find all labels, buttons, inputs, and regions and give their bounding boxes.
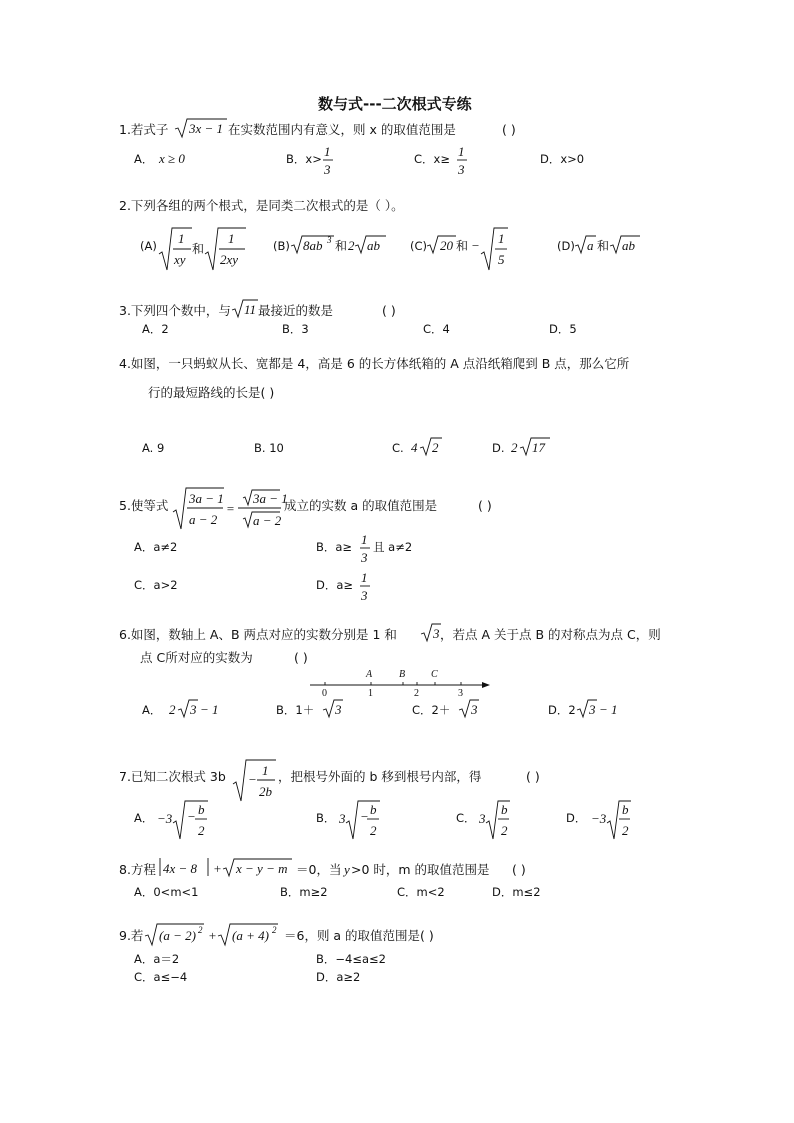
svg-text:x − y − m: x − y − m bbox=[236, 861, 288, 876]
q1-blank: ( ) bbox=[502, 122, 516, 137]
q5-option-a: A．a≠2 bbox=[134, 540, 178, 554]
q8-option-b: B．m≥2 bbox=[280, 885, 328, 899]
q3-blank: ( ) bbox=[382, 303, 396, 318]
tick-label-2: 2 bbox=[414, 688, 419, 699]
svg-text:xy: xy bbox=[174, 252, 186, 267]
svg-text:1: 1 bbox=[228, 231, 235, 246]
q6-option-c-sqrt bbox=[458, 698, 480, 720]
svg-text:和: 和 bbox=[335, 239, 348, 253]
q4-option-a: A. 9 bbox=[142, 441, 165, 455]
svg-text:和: 和 bbox=[192, 242, 205, 256]
svg-text:−3: −3 bbox=[591, 811, 607, 826]
svg-text:1: 1 bbox=[361, 532, 368, 547]
svg-text:11: 11 bbox=[244, 302, 257, 317]
q9-option-d: D．a≥2 bbox=[316, 970, 361, 984]
q5-option-c: C．a>2 bbox=[134, 578, 178, 592]
point-b-label: B bbox=[399, 669, 406, 680]
svg-text:3: 3 bbox=[361, 588, 368, 603]
q5-option-d: D．a≥ bbox=[316, 578, 354, 592]
svg-text:5: 5 bbox=[498, 252, 505, 267]
q1-option-b-frac bbox=[322, 144, 334, 178]
number-line-arrow bbox=[482, 682, 490, 688]
svg-text:b: b bbox=[501, 802, 508, 817]
q7-option-d-label: D． bbox=[566, 811, 587, 825]
q9-option-a: A．a＝2 bbox=[134, 952, 180, 966]
q4-line1: 4.如图，一只蚂蚁从长、宽都是 4，高是 6 的长方体纸箱的 A 点沿纸箱爬到 B 点，那么它所 bbox=[119, 356, 630, 371]
q1-option-a-label: A． bbox=[134, 152, 154, 166]
svg-text:3: 3 bbox=[327, 235, 332, 245]
q8-blank: ( ) bbox=[512, 862, 526, 877]
q1-prefix: 1.若式子 bbox=[119, 122, 169, 137]
svg-text:3x − 1: 3x − 1 bbox=[189, 121, 224, 136]
svg-text:3: 3 bbox=[339, 811, 346, 826]
q9-option-c: C．a≤−4 bbox=[134, 970, 188, 984]
q9-prefix: 9.若 bbox=[119, 928, 144, 943]
svg-text:(a + 4): (a + 4) bbox=[232, 928, 269, 943]
q7-option-b-label: B． bbox=[316, 811, 336, 825]
svg-text:2: 2 bbox=[198, 823, 205, 838]
svg-text:3: 3 bbox=[433, 626, 440, 641]
q7-blank: ( ) bbox=[526, 769, 540, 784]
svg-text:3: 3 bbox=[361, 550, 368, 565]
point-a-label: A bbox=[366, 669, 373, 680]
q2-option-a-expr bbox=[158, 226, 248, 272]
q3-option-c: C．4 bbox=[423, 322, 450, 336]
q9-option-b: B．−4≤a≤2 bbox=[316, 952, 386, 966]
q1-option-d: D．x>0 bbox=[540, 152, 585, 166]
svg-text:和: 和 bbox=[456, 239, 469, 253]
q6-option-d-expr bbox=[576, 698, 626, 720]
svg-text:−: − bbox=[360, 809, 369, 824]
q2-option-d-expr bbox=[574, 234, 642, 256]
q5-equation bbox=[172, 486, 288, 532]
svg-text:2b: 2b bbox=[259, 784, 272, 799]
svg-text:4: 4 bbox=[411, 440, 418, 455]
q1-suffix: 在实数范围内有意义，则 x 的取值范围是 bbox=[228, 122, 456, 137]
q6-option-a-label: A． bbox=[142, 703, 162, 717]
q3-prefix: 3.下列四个数中，与 bbox=[119, 303, 231, 318]
q8-option-a: A．0<m<1 bbox=[134, 885, 199, 899]
q8-prefix: 8.方程 bbox=[119, 862, 156, 877]
q8-suffix-b: >0 时，m 的取值范围是 bbox=[351, 862, 490, 877]
svg-text:b: b bbox=[622, 802, 629, 817]
q1-option-c-frac bbox=[456, 144, 468, 178]
q7-option-c-label: C． bbox=[456, 811, 476, 825]
q7-option-d-expr bbox=[590, 799, 634, 841]
q8-suffix-a: ＝0，当 bbox=[296, 862, 342, 877]
q3-option-b: B．3 bbox=[282, 322, 309, 336]
svg-text:2xy: 2xy bbox=[220, 252, 239, 267]
svg-text:3a − 1: 3a − 1 bbox=[189, 491, 224, 506]
svg-text:−3: −3 bbox=[157, 811, 173, 826]
svg-text:1: 1 bbox=[178, 231, 185, 246]
svg-text:2: 2 bbox=[370, 823, 377, 838]
svg-text:1: 1 bbox=[324, 144, 331, 159]
q2-option-a-label: (A) bbox=[140, 239, 157, 253]
q8-var-y: y bbox=[344, 862, 350, 877]
q6-line2: 点 C所对应的实数为 bbox=[140, 650, 253, 665]
svg-text:3: 3 bbox=[458, 162, 465, 177]
svg-text:− 1: − 1 bbox=[200, 702, 219, 717]
q5-blank: ( ) bbox=[478, 498, 492, 513]
svg-text:3: 3 bbox=[324, 162, 331, 177]
svg-text:和: 和 bbox=[597, 239, 610, 253]
svg-text:a − 2: a − 2 bbox=[189, 512, 218, 527]
tick-label-1: 1 bbox=[368, 688, 373, 699]
svg-text:3: 3 bbox=[589, 702, 596, 717]
q2-option-c-label: (C) bbox=[410, 239, 428, 253]
q6-option-a-expr bbox=[168, 698, 224, 720]
q1-sqrt bbox=[173, 117, 229, 139]
q8-option-c: C．m<2 bbox=[397, 885, 445, 899]
svg-text:1: 1 bbox=[458, 144, 465, 159]
q6-line1b: ，若点 A 关于点 B 的对称点为点 C，则 bbox=[440, 627, 661, 642]
svg-text:17: 17 bbox=[532, 440, 545, 455]
svg-text:a: a bbox=[587, 238, 594, 253]
q7-prefix: 7.已知二次根式 3b bbox=[119, 769, 226, 784]
q2-option-d-label: (D) bbox=[557, 239, 575, 253]
q1-option-c: C．x≥ bbox=[414, 152, 450, 166]
q5-prefix: 5.使等式 bbox=[119, 498, 169, 513]
svg-text:3: 3 bbox=[479, 811, 486, 826]
q4-option-c-label: C. bbox=[392, 441, 404, 455]
q6-blank: ( ) bbox=[294, 650, 308, 665]
q4-line2: 行的最短路线的长是( ) bbox=[148, 385, 275, 400]
svg-text:−: − bbox=[187, 809, 196, 824]
svg-text:+: + bbox=[208, 928, 217, 943]
q4-option-b: B. 10 bbox=[254, 441, 284, 455]
q1-option-b: B．x> bbox=[286, 152, 322, 166]
q2-option-b-expr bbox=[290, 234, 388, 256]
q7-option-a-expr bbox=[156, 799, 210, 841]
q8-equation bbox=[158, 857, 296, 879]
q5-suffix: 成立的实数 a 的取值范围是 bbox=[284, 498, 438, 513]
svg-text:1: 1 bbox=[498, 231, 505, 246]
q9-suffix: ＝6，则 a 的取值范围是( ) bbox=[284, 928, 434, 943]
q5-option-b-tail: 且 a≠2 bbox=[373, 540, 413, 554]
q6-option-b-sqrt bbox=[322, 698, 344, 720]
q5-option-b: B．a≥ bbox=[316, 540, 353, 554]
svg-text:ab: ab bbox=[622, 238, 635, 253]
q6-option-d-label: D．2 bbox=[548, 703, 576, 717]
svg-text:=: = bbox=[226, 501, 235, 516]
q6-option-c-label: C．2＋ bbox=[412, 703, 451, 717]
q3-option-d: D．5 bbox=[549, 322, 577, 336]
q7-option-b-expr bbox=[338, 799, 382, 841]
svg-text:2: 2 bbox=[198, 925, 203, 935]
svg-text:b: b bbox=[370, 802, 377, 817]
svg-text:a − 2: a − 2 bbox=[253, 513, 282, 528]
q7-suffix: ，把根号外面的 b 移到根号内部，得 bbox=[278, 769, 482, 784]
tick-label-0: 0 bbox=[322, 688, 327, 699]
svg-text:−: − bbox=[471, 238, 480, 253]
svg-text:(a − 2): (a − 2) bbox=[159, 928, 196, 943]
q3-option-a: A．2 bbox=[142, 322, 169, 336]
q3-sqrt bbox=[231, 298, 259, 320]
tick-label-3: 3 bbox=[458, 688, 463, 699]
svg-text:b: b bbox=[198, 802, 205, 817]
point-c-label: C bbox=[431, 669, 438, 680]
svg-text:2: 2 bbox=[622, 823, 629, 838]
q4-option-c-expr bbox=[410, 436, 444, 458]
svg-text:2: 2 bbox=[272, 925, 277, 935]
q6-option-b-label: B．1＋ bbox=[276, 703, 315, 717]
q7-option-c-expr bbox=[478, 799, 512, 841]
svg-text:2: 2 bbox=[169, 702, 176, 717]
q8-option-d: D．m≤2 bbox=[492, 885, 541, 899]
svg-text:1: 1 bbox=[262, 763, 269, 778]
q1-option-a-expr: x ≥ 0 bbox=[159, 151, 185, 166]
number-line bbox=[306, 664, 494, 698]
q9-equation bbox=[144, 921, 284, 947]
page-title: 数与式---二次根式专练 bbox=[318, 95, 472, 113]
svg-text:2: 2 bbox=[501, 823, 508, 838]
q5-option-d-frac bbox=[359, 570, 371, 604]
svg-text:3: 3 bbox=[335, 702, 342, 717]
svg-text:3a − 1: 3a − 1 bbox=[253, 491, 288, 506]
q4-option-d-label: D. bbox=[492, 441, 505, 455]
svg-text:20: 20 bbox=[440, 238, 453, 253]
q7-option-a-label: A． bbox=[134, 811, 154, 825]
q6-sqrt3 bbox=[420, 622, 442, 644]
svg-text:+: + bbox=[213, 861, 222, 876]
q7-expr bbox=[232, 758, 278, 804]
svg-text:8ab: 8ab bbox=[303, 238, 323, 253]
q2-option-b-label: (B) bbox=[273, 239, 290, 253]
svg-text:3: 3 bbox=[190, 702, 197, 717]
q6-line1a: 6.如图，数轴上 A、B 两点对应的实数分别是 1 和 bbox=[119, 627, 397, 642]
svg-text:4x − 8: 4x − 8 bbox=[163, 861, 198, 876]
svg-text:2: 2 bbox=[511, 440, 518, 455]
q2-option-c-expr bbox=[426, 226, 510, 272]
svg-text:3: 3 bbox=[471, 702, 478, 717]
svg-text:2: 2 bbox=[432, 440, 439, 455]
svg-text:−: − bbox=[248, 772, 257, 787]
q3-suffix: 最接近的数是 bbox=[258, 303, 334, 318]
q4-option-d-expr bbox=[510, 436, 552, 458]
svg-text:ab: ab bbox=[367, 238, 380, 253]
q2-stem: 2.下列各组的两个根式，是同类二次根式的是（ ）。 bbox=[119, 198, 404, 213]
svg-text:− 1: − 1 bbox=[599, 702, 618, 717]
svg-text:2: 2 bbox=[348, 238, 355, 253]
q5-option-b-frac bbox=[359, 532, 371, 566]
svg-text:1: 1 bbox=[361, 570, 368, 585]
